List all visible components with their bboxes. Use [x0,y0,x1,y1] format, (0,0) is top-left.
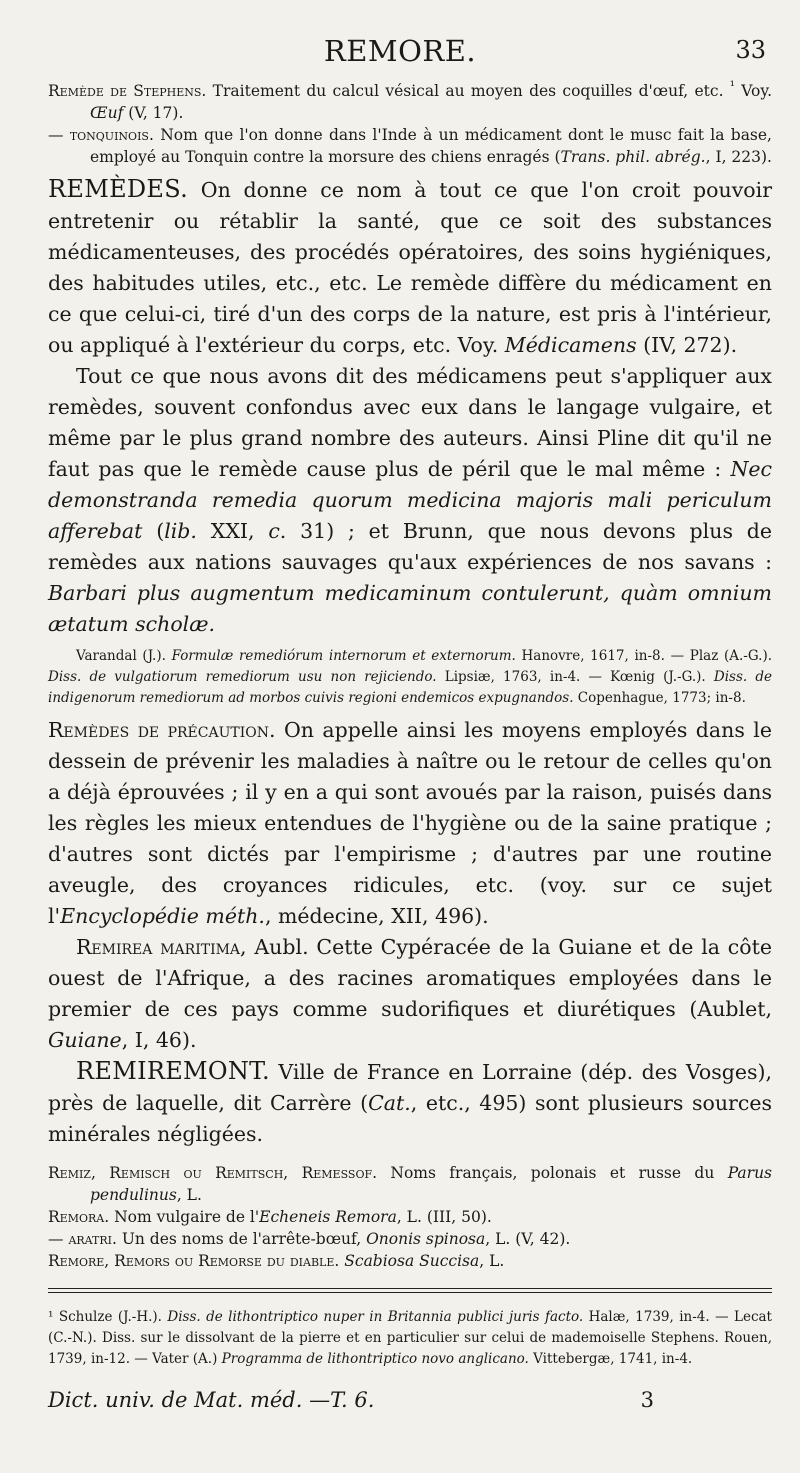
entry-text: , L. (V, 42). [485,1230,571,1249]
cross-reference: Scabiosa Succisa [344,1252,480,1271]
footnote-1 [48,1307,772,1370]
entry-text: ( [142,519,165,544]
entry-text: On appelle ainsi les moyens employés dans le dessein de prévenir les maladies à naître ou le retour de celles qu'on a déjà éprouvées ; il y en a qui sont avoués par la raison, puisés dans les règles les mieux entendues de l'hygiène ou de la saine pratique ; d'autres sont dictés par l'empirisme ; d'autres par une routine aveugle, des croyances ridicules, etc. (voy. sur ce sujet l' [48,718,772,929]
entry-heading: REMÈDES. [48,175,189,204]
entry-heading: Remore, Remors ou Remorse du diable. [48,1252,340,1271]
entry-text: Un des noms de l'arrête-bœuf, [116,1230,367,1249]
cross-reference: Encyclopédie méth. [60,904,265,929]
bib-title: Diss. de indigenorum remediorum ad morbos cuivis regioni endemicos expugnandos. [48,669,772,707]
footnote-text: Vittebergæ, 1741, in-4. [528,1351,693,1368]
entry-text: Nom que l'on donne dans l'Inde à un médicament dont le musc fait la base, employé au Tonquin contre la morsure des chiens enragés ( [90,126,772,167]
footnote-text: Halæ, 1739, in-4. — Lecat (C.-N.). Diss. sur le dissolvant de la pierre et en particulier sur celui de mademoiselle Stephens. Rouen, 1739, in-12. — Vater (A.) [48,1309,772,1368]
entry-text: Noms français, polonais et russe du [377,1164,728,1183]
dash: — [48,1230,69,1249]
page-body [48,76,772,1412]
entry-text: XXI, [196,519,269,544]
entry-text: Nom vulgaire de l' [109,1208,260,1227]
entry-remirea-maritima [48,932,772,1056]
cross-reference: Œuf [90,104,124,123]
cross-reference: Parus pendulinus [90,1164,773,1205]
entry-text: Voy. [734,82,772,101]
entry-text: (IV, 272). [636,333,738,358]
bib-title: Diss. de vulgatiorum remediorum usu non rejiciendo. [48,669,437,686]
entry-heading: REMIREMONT. [76,1057,270,1086]
cross-reference: Ononis spinosa [366,1230,486,1249]
entry-remedes-de-precaution [48,715,772,932]
entry-heading: Remèdes de précaution. [48,718,276,743]
entry-remede-de-stephens [48,76,772,124]
footnote-title: Diss. de lithontriptico nuper in Britannia publici juris facto. [167,1309,584,1326]
entry-text: c. [268,519,287,544]
footnote-separator [48,1288,772,1293]
entry-heading: aratri. [68,1230,117,1249]
entry-heading: tonquinois. [69,126,154,145]
bib-text: Lipsiæ, 1763, in-4. — Kœnig (J.-G.). [436,669,714,686]
entry-text: Ville de France en Lorraine (dép. des Vosges), près de laquelle, dit Carrère ( [48,1060,772,1116]
cross-reference: Trans. phil. abrég. [560,148,706,167]
cross-reference: Médicamens [504,333,637,358]
entry-text: , Aubl. Cette Cypéracée de la Guiane et de la côte ouest de l'Afrique, a des racines aromatiques employées dans le premier de ces pays comme sudorifiques et diurétiques (Aublet, [48,935,772,1022]
entry-text: lib. [164,519,197,544]
entry-remedes [48,174,772,361]
entry-text: , L. [176,1186,202,1205]
cross-reference: Cat. [368,1091,411,1116]
bib-text: Varandal (J.). [76,648,172,665]
entry-heading: Remiz, Remisch ou Remitsch, Remessof. [48,1164,378,1183]
latin-quote: Nec demonstranda remedia quorum medicina majoris mali periculum afferebat [48,457,772,544]
entry-remora-aratri [48,1228,772,1250]
entry-remore [48,1250,772,1272]
entry-text: On donne ce nom à tout ce que l'on croit pouvoir entretenir ou rétablir la santé, que ce soit des substances médicamenteuses, des procédés opératoires, des soins hygiéniques, des habitudes utiles, etc., etc. Le remède diffère du médicament en ce que celui-ci, tiré d'un des corps de la nature, est pris à l'intérieur, ou appliqué à l'extérieur du corps, etc. Voy. [48,178,772,358]
entry-text: (V, 17). [123,104,184,123]
bibliography-remedes [48,646,772,709]
entry-text: Traitement du calcul vésical au moyen des coquilles d'œuf, etc. [206,82,730,101]
entry-text: , I, 46). [121,1028,197,1053]
entry-text: , etc., 495) sont plusieurs sources minérales négligées. [48,1091,772,1147]
entry-remiremont [48,1056,772,1150]
page-number: 33 [735,36,766,64]
cross-reference: Echeneis Remora [259,1208,397,1227]
bib-title: Formulæ remediórum internorum et externorum. [171,648,516,665]
entry-text: Tout ce que nous avons dit des médicamens peut s'appliquer aux remèdes, souvent confondus avec eux dans le langage vulgaire, et même par le plus grand nombre des auteurs. Ainsi Pline dit qu'il ne faut pas que le remède cause plus de péril que le mal même : [48,364,772,482]
entry-heading: Remède de Stephens. [48,82,207,101]
signature-mark: 3 [640,1388,654,1413]
latin-quote: Barbari plus augmentum medicaminum contulerunt, quàm omnium ætatum scholæ. [48,581,772,637]
running-title: REMORE. [323,34,477,68]
entry-text: , médecine, XII, 496). [264,904,489,929]
entry-remiz [48,1162,772,1206]
dash: — [48,126,70,145]
entry-text: , I, 223). [705,148,772,167]
work-title: Dict. univ. de Mat. méd. —T. 6. [48,1388,375,1413]
entry-heading: Remirea maritima [76,935,241,960]
entry-tonquinois [48,124,772,168]
entry-remora [48,1206,772,1228]
page-header [0,34,800,74]
footnote-title: Programma de lithontriptico novo anglicano. [221,1351,529,1368]
bib-text: Copenhague, 1773; in-8. [573,690,746,707]
entry-text: 31) ; et Brunn, que nous devons plus de remèdes aux nations sauvages qu'aux expériences de nos savans : [48,519,772,575]
footnote-text: ¹ Schulze (J.-H.). [48,1309,168,1326]
bib-text: Hanovre, 1617, in-8. — Plaz (A.-G.). [515,648,773,665]
entry-remedes-paragraph-2 [48,361,772,640]
footnote-marker: ¹ [729,79,735,94]
page-footer [48,1388,772,1412]
entry-text: , L. (III, 50). [396,1208,492,1227]
entry-heading: Remora. [48,1208,110,1227]
cross-reference: Guiane [48,1028,122,1053]
entry-text: , L. [479,1252,505,1271]
